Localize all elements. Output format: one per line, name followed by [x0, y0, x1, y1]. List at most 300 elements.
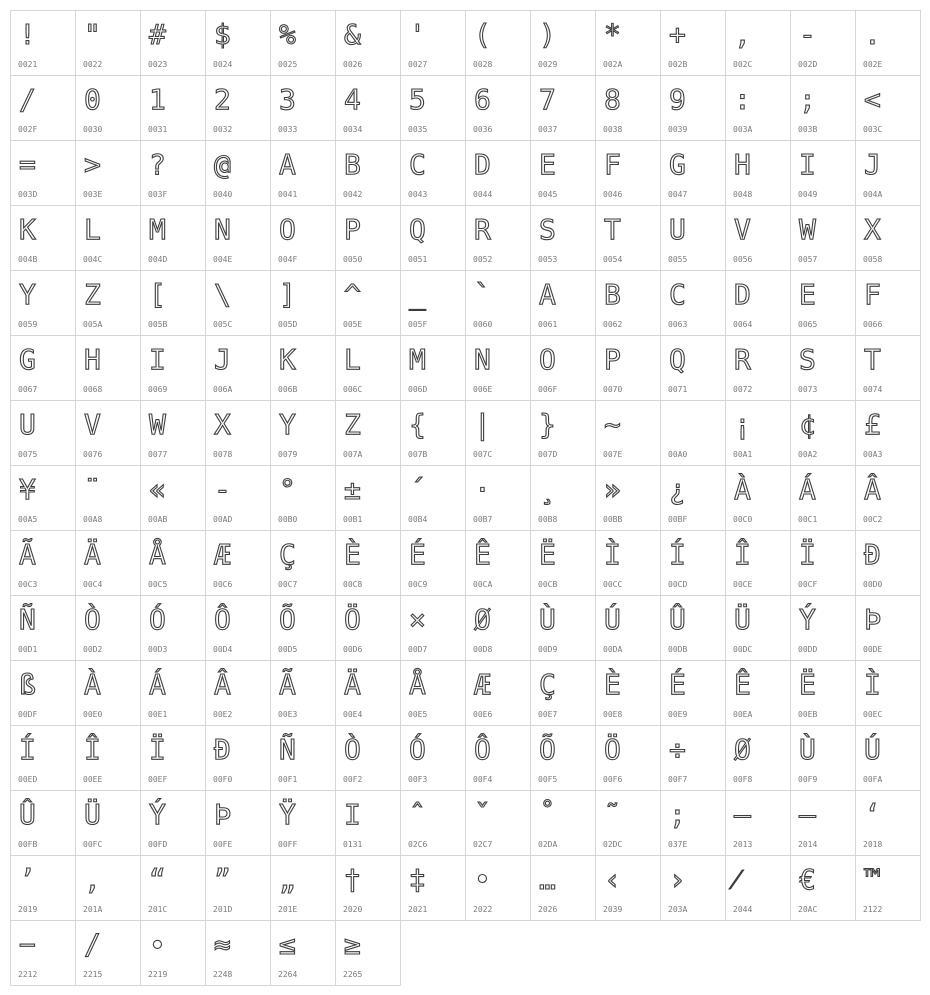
glyph-code: 00CD: [668, 580, 688, 589]
glyph-code: 2020: [343, 905, 363, 914]
glyph-code: 00E5: [408, 710, 428, 719]
glyph-cell: [76, 661, 141, 726]
glyph-char: E: [539, 148, 556, 181]
glyph-cell: [531, 141, 596, 206]
glyph-cell: [726, 466, 791, 531]
glyph-char: T: [864, 343, 881, 376]
glyph-code: 00C8: [343, 580, 363, 589]
glyph-char: Ú: [604, 603, 621, 636]
glyph-cell: [336, 11, 401, 76]
glyph-cell: [531, 531, 596, 596]
glyph-cell: [401, 596, 466, 661]
glyph-char: Ê: [734, 668, 751, 701]
glyph-cell: [76, 11, 141, 76]
glyph-char: V: [84, 408, 101, 441]
glyph-cell: [466, 401, 531, 466]
glyph-char: Ê: [474, 538, 491, 571]
glyph-char: H: [734, 148, 751, 181]
glyph-code: 20AC: [798, 905, 818, 914]
glyph-cell: [76, 76, 141, 141]
glyph-char: Î: [734, 538, 751, 571]
glyph-code: 2044: [733, 905, 753, 914]
glyph-char: G: [669, 148, 686, 181]
glyph-char: ˇ: [474, 798, 491, 831]
glyph-cell: [791, 141, 856, 206]
glyph-code: 006E: [473, 385, 493, 394]
glyph-code: 0065: [798, 320, 818, 329]
glyph-char: ‚: [84, 863, 101, 896]
glyph-char: B: [344, 148, 361, 181]
glyph-char: B: [604, 278, 621, 311]
glyph-char: I: [344, 798, 361, 831]
glyph-code: 2019: [18, 905, 38, 914]
glyph-code: 002C: [733, 60, 753, 69]
glyph-cell: [76, 856, 141, 921]
glyph-cell: [141, 791, 206, 856]
glyph-cell: [336, 206, 401, 271]
glyph-code: 2264: [278, 970, 298, 979]
glyph-char: V: [734, 213, 751, 246]
glyph-char: ˜: [604, 798, 621, 831]
glyph-cell: [726, 271, 791, 336]
glyph-char: ”: [214, 863, 231, 896]
glyph-char: „: [279, 863, 296, 896]
glyph-char: 3: [279, 83, 296, 116]
glyph-char: Þ: [214, 798, 231, 831]
glyph-char: Ÿ: [279, 798, 296, 831]
glyph-char: Ä: [344, 668, 361, 701]
glyph-code: 0024: [213, 60, 233, 69]
glyph-char: •: [474, 863, 491, 896]
glyph-char: 8: [604, 83, 621, 116]
glyph-code: 004C: [83, 255, 103, 264]
glyph-char: 1: [149, 83, 166, 116]
glyph-cell: [466, 141, 531, 206]
glyph-char: 2: [214, 83, 231, 116]
glyph-char: −: [19, 928, 36, 961]
glyph-char: Ù: [799, 733, 816, 766]
glyph-char: ,: [734, 18, 751, 51]
glyph-code: 203A: [668, 905, 688, 914]
glyph-cell: [141, 921, 206, 986]
glyph-char: Ã: [279, 668, 296, 701]
glyph-code: 2212: [18, 970, 38, 979]
glyph-char: $: [214, 18, 231, 51]
glyph-code: 00FF: [278, 840, 298, 849]
glyph-code: 02DC: [603, 840, 623, 849]
glyph-cell: [856, 11, 921, 76]
glyph-code: 00ED: [18, 775, 38, 784]
glyph-code: 002A: [603, 60, 623, 69]
glyph-cell: [531, 466, 596, 531]
glyph-char: O: [279, 213, 296, 246]
glyph-cell: [336, 76, 401, 141]
glyph-cell: [11, 206, 76, 271]
glyph-code: 0056: [733, 255, 753, 264]
glyph-code: 0059: [18, 320, 38, 329]
glyph-char: Ô: [474, 733, 491, 766]
glyph-code: 002D: [798, 60, 818, 69]
glyph-cell: [726, 856, 791, 921]
glyph-cell: [206, 466, 271, 531]
glyph-char: D: [734, 278, 751, 311]
glyph-code: 007B: [408, 450, 428, 459]
glyph-cell: [856, 856, 921, 921]
glyph-char: À: [84, 668, 101, 701]
glyph-char: À: [734, 473, 751, 506]
glyph-cell: [466, 206, 531, 271]
glyph-cell: [206, 336, 271, 401]
glyph-code: 00BB: [603, 515, 623, 524]
glyph-cell: [271, 661, 336, 726]
glyph-code: 006F: [538, 385, 558, 394]
glyph-code: 00B8: [538, 515, 558, 524]
glyph-char: ™: [864, 863, 881, 896]
glyph-code: 2022: [473, 905, 493, 914]
glyph-char: Â: [214, 668, 231, 701]
glyph-code: 00F2: [343, 775, 363, 784]
glyph-code: 02C6: [408, 840, 428, 849]
glyph-code: 00E9: [668, 710, 688, 719]
glyph-code: 0078: [213, 450, 233, 459]
glyph-char: @: [214, 148, 231, 181]
glyph-code: 0051: [408, 255, 428, 264]
glyph-code: 2039: [603, 905, 623, 914]
glyph-code: 0073: [798, 385, 818, 394]
glyph-cell: [76, 141, 141, 206]
glyph-cell: [141, 401, 206, 466]
glyph-code: 002E: [863, 60, 883, 69]
glyph-char: Ü: [84, 798, 101, 831]
glyph-cell: [531, 596, 596, 661]
glyph-cell: [856, 401, 921, 466]
glyph-cell: [11, 531, 76, 596]
glyph-char: +: [669, 18, 686, 51]
glyph-char: 5: [409, 83, 426, 116]
glyph-cell: [726, 661, 791, 726]
glyph-cell: [401, 271, 466, 336]
glyph-cell: [661, 661, 726, 726]
glyph-code: 2013: [733, 840, 753, 849]
glyph-code: 00C9: [408, 580, 428, 589]
glyph-cell: [76, 726, 141, 791]
glyph-cell: [141, 141, 206, 206]
glyph-cell: [596, 596, 661, 661]
glyph-cell: [466, 726, 531, 791]
glyph-code: 003B: [798, 125, 818, 134]
glyph-code: 0060: [473, 320, 493, 329]
glyph-code: 0071: [668, 385, 688, 394]
glyph-code: 0043: [408, 190, 428, 199]
glyph-code: 0032: [213, 125, 233, 134]
glyph-cell: [661, 11, 726, 76]
glyph-char: P: [604, 343, 621, 376]
glyph-cell: [11, 271, 76, 336]
glyph-char: ¥: [19, 473, 36, 506]
glyph-char: |: [474, 408, 491, 441]
glyph-char: ;: [799, 83, 816, 116]
glyph-cell: [336, 531, 401, 596]
glyph-code: 0131: [343, 840, 363, 849]
glyph-char: Q: [409, 213, 426, 246]
glyph-code: 0069: [148, 385, 168, 394]
glyph-char: ≤: [279, 928, 296, 961]
glyph-char: C: [409, 148, 426, 181]
glyph-char: 7: [539, 83, 556, 116]
glyph-code: 00F6: [603, 775, 623, 784]
glyph-code: 00DD: [798, 645, 818, 654]
glyph-char: Æ: [214, 538, 231, 571]
glyph-code: 0058: [863, 255, 883, 264]
glyph-code: 00F9: [798, 775, 818, 784]
glyph-code: 0062: [603, 320, 623, 329]
glyph-code: 006B: [278, 385, 298, 394]
glyph-code: 004A: [863, 190, 883, 199]
glyph-char: /: [19, 83, 36, 116]
glyph-code: 0029: [538, 60, 558, 69]
glyph-code: 0053: [538, 255, 558, 264]
glyph-cell: [531, 271, 596, 336]
glyph-char: É: [669, 668, 686, 701]
glyph-char: W: [149, 408, 166, 441]
glyph-code: 00CE: [733, 580, 753, 589]
glyph-code: 005D: [278, 320, 298, 329]
glyph-code: 00F7: [668, 775, 688, 784]
glyph-char: Ï: [149, 733, 166, 766]
glyph-char: ∕: [84, 928, 101, 961]
glyph-char: [: [149, 278, 166, 311]
glyph-cell: [271, 141, 336, 206]
glyph-code: 00C4: [83, 580, 103, 589]
glyph-cell: [791, 401, 856, 466]
glyph-char: `: [474, 278, 491, 311]
glyph-cell: [596, 76, 661, 141]
glyph-char: È: [604, 668, 621, 701]
glyph-cell: [466, 791, 531, 856]
glyph-code: 00A0: [668, 450, 688, 459]
glyph-char: Y: [19, 278, 36, 311]
glyph-cell: [856, 661, 921, 726]
glyph-code: 0075: [18, 450, 38, 459]
glyph-code: 00DE: [863, 645, 883, 654]
glyph-code: 004E: [213, 255, 233, 264]
glyph-cell: [76, 466, 141, 531]
glyph-cell: [141, 206, 206, 271]
glyph-char: >: [84, 148, 101, 181]
glyph-cell: [791, 791, 856, 856]
glyph-code: 00E0: [83, 710, 103, 719]
glyph-code: 0044: [473, 190, 493, 199]
glyph-cell: [11, 596, 76, 661]
glyph-cell: [726, 141, 791, 206]
glyph-cell: [271, 466, 336, 531]
glyph-cell: [206, 206, 271, 271]
glyph-char: Ñ: [19, 603, 36, 636]
glyph-char: Ì: [864, 668, 881, 701]
glyph-code: 00F0: [213, 775, 233, 784]
glyph-char: .: [864, 18, 881, 51]
glyph-code: 00D1: [18, 645, 38, 654]
glyph-char: F: [604, 148, 621, 181]
glyph-char: U: [19, 408, 36, 441]
glyph-cell: [11, 791, 76, 856]
glyph-code: 037E: [668, 840, 688, 849]
glyph-cell: [206, 921, 271, 986]
glyph-char: J: [864, 148, 881, 181]
glyph-cell: [856, 336, 921, 401]
glyph-cell: [206, 661, 271, 726]
glyph-code: 00EF: [148, 775, 168, 784]
glyph-cell: [336, 726, 401, 791]
glyph-code: 0036: [473, 125, 493, 134]
glyph-cell: [661, 726, 726, 791]
glyph-code: 0027: [408, 60, 428, 69]
glyph-cell: [401, 206, 466, 271]
glyph-code: 004D: [148, 255, 168, 264]
glyph-cell: [141, 726, 206, 791]
glyph-code: 0054: [603, 255, 623, 264]
glyph-char: £: [864, 408, 881, 441]
glyph-cell: [531, 336, 596, 401]
glyph-char: Õ: [539, 733, 556, 766]
glyph-char: Ô: [214, 603, 231, 636]
glyph-code: 02C7: [473, 840, 493, 849]
glyph-cell: [791, 596, 856, 661]
glyph-grid: [10, 10, 921, 986]
glyph-char: ': [409, 18, 426, 51]
glyph-code: 00D0: [863, 580, 883, 589]
glyph-code: 003F: [148, 190, 168, 199]
glyph-char: K: [279, 343, 296, 376]
glyph-char: “: [149, 863, 166, 896]
glyph-cell: [596, 336, 661, 401]
glyph-char: M: [149, 213, 166, 246]
glyph-code: 0047: [668, 190, 688, 199]
glyph-cell: [856, 271, 921, 336]
glyph-code: 0064: [733, 320, 753, 329]
glyph-cell: [726, 596, 791, 661]
glyph-code: 00CF: [798, 580, 818, 589]
glyph-cell: [661, 206, 726, 271]
glyph-char: :: [734, 83, 751, 116]
glyph-code: 005F: [408, 320, 428, 329]
glyph-char: Ù: [539, 603, 556, 636]
glyph-cell: [466, 596, 531, 661]
glyph-cell: [596, 141, 661, 206]
glyph-cell: [206, 531, 271, 596]
glyph-char: Ö: [344, 603, 361, 636]
glyph-char: P: [344, 213, 361, 246]
glyph-cell: [11, 856, 76, 921]
glyph-char: Ü: [734, 603, 751, 636]
glyph-code: 007C: [473, 450, 493, 459]
glyph-char: …: [539, 863, 556, 896]
glyph-char: Å: [149, 538, 166, 571]
glyph-cell: [791, 531, 856, 596]
glyph-cell: [141, 336, 206, 401]
glyph-cell: [141, 661, 206, 726]
glyph-cell: [206, 791, 271, 856]
glyph-char: =: [19, 148, 36, 181]
glyph-code: 007E: [603, 450, 623, 459]
glyph-char: Í: [669, 538, 686, 571]
glyph-cell: [531, 76, 596, 141]
glyph-char: Ð: [864, 538, 881, 571]
glyph-cell: [596, 661, 661, 726]
glyph-char: ≥: [344, 928, 361, 961]
glyph-cell: [141, 856, 206, 921]
glyph-cell: [726, 76, 791, 141]
glyph-char: ": [84, 18, 101, 51]
glyph-char: ¸: [539, 473, 556, 506]
glyph-cell: [271, 596, 336, 661]
glyph-char: Z: [344, 408, 361, 441]
glyph-cell: [206, 726, 271, 791]
glyph-code: 005E: [343, 320, 363, 329]
glyph-code: 00A1: [733, 450, 753, 459]
glyph-code: 00D2: [83, 645, 103, 654]
glyph-code: 0048: [733, 190, 753, 199]
glyph-char: Ó: [409, 733, 426, 766]
glyph-cell: [726, 206, 791, 271]
glyph-code: 00E3: [278, 710, 298, 719]
glyph-cell: [661, 141, 726, 206]
glyph-code: 0041: [278, 190, 298, 199]
glyph-code: 00CB: [538, 580, 558, 589]
glyph-char: ^: [344, 278, 361, 311]
glyph-char: ¨: [84, 473, 101, 506]
glyph-cell: [531, 791, 596, 856]
glyph-char: 0: [84, 83, 101, 116]
glyph-code: 00EC: [863, 710, 883, 719]
glyph-cell: [141, 11, 206, 76]
glyph-cell: [661, 466, 726, 531]
glyph-char: 4: [344, 83, 361, 116]
glyph-code: 00A2: [798, 450, 818, 459]
glyph-char: Ø: [474, 603, 491, 636]
glyph-code: 00DF: [18, 710, 38, 719]
glyph-char: I: [799, 148, 816, 181]
glyph-char: Ð: [214, 733, 231, 766]
glyph-code: 005A: [83, 320, 103, 329]
glyph-code: 00D4: [213, 645, 233, 654]
glyph-cell: [336, 596, 401, 661]
glyph-cell: [726, 401, 791, 466]
glyph-char: M: [409, 343, 426, 376]
glyph-cell: [271, 856, 336, 921]
glyph-char: ?: [149, 148, 166, 181]
glyph-cell: [726, 336, 791, 401]
glyph-cell: [466, 11, 531, 76]
glyph-code: 00A5: [18, 515, 38, 524]
glyph-code: 003A: [733, 125, 753, 134]
glyph-char: L: [344, 343, 361, 376]
glyph-code: 00D9: [538, 645, 558, 654]
glyph-char: Ý: [149, 798, 166, 831]
glyph-char: Ä: [84, 538, 101, 571]
glyph-code: 00A3: [863, 450, 883, 459]
glyph-cell: [141, 466, 206, 531]
glyph-cell: [791, 206, 856, 271]
glyph-code: 0070: [603, 385, 623, 394]
glyph-cell: [531, 11, 596, 76]
glyph-char: Ç: [539, 668, 556, 701]
glyph-cell: [11, 466, 76, 531]
glyph-char: †: [344, 863, 361, 896]
glyph-char: ≈: [214, 928, 231, 961]
glyph-code: 0055: [668, 255, 688, 264]
glyph-code: 00CA: [473, 580, 493, 589]
